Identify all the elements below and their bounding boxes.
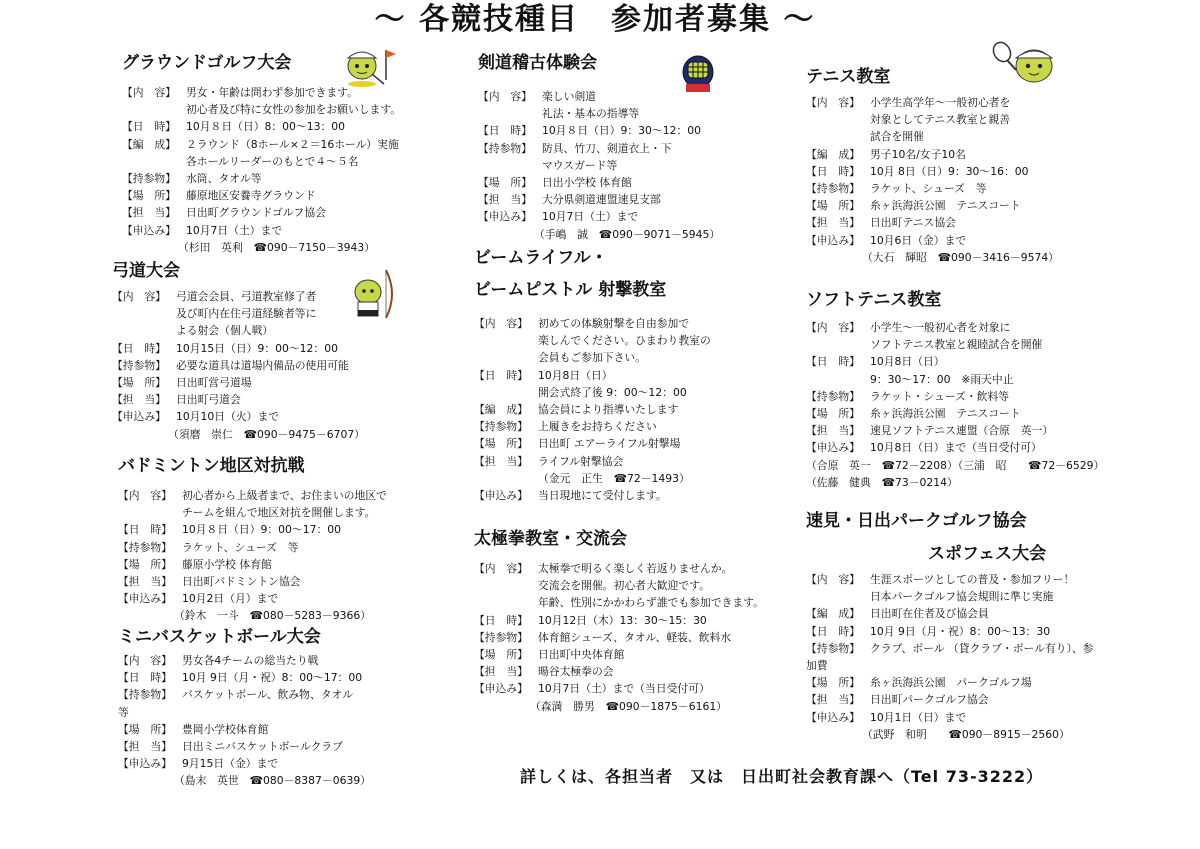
detail-label: 【申込み】 xyxy=(118,592,172,606)
detail-continuation: 交流会を開催。初心者大歓迎です。 xyxy=(538,579,710,593)
detail-list xyxy=(122,84,401,256)
detail-label: 【日 時】 xyxy=(806,355,860,369)
detail-label: 【申込み】 xyxy=(806,441,860,455)
detail-row xyxy=(806,214,1059,231)
detail-row xyxy=(474,418,711,435)
detail-value: 藤原小学校 体育館 xyxy=(182,557,272,571)
detail-row xyxy=(112,391,365,408)
detail-row xyxy=(806,163,1059,180)
detail-list xyxy=(118,487,387,625)
section-title: テニス教室 xyxy=(806,67,891,87)
contact-person: （杉田 英利 ☎090－7150－3943） xyxy=(178,240,375,254)
detail-value: 10月6日（金）まで xyxy=(870,233,967,247)
detail-label: 【担 当】 xyxy=(474,454,528,468)
detail-label: 【担 当】 xyxy=(112,393,166,407)
detail-label: 【申込み】 xyxy=(118,757,172,771)
detail-row xyxy=(118,573,387,590)
contact-person: （武野 和明 ☎090－8915－2560） xyxy=(862,727,1070,741)
section-minibasket xyxy=(118,626,371,790)
section-park-golf xyxy=(806,510,1093,743)
detail-value: 弓道会会員、弓道教室修了者 xyxy=(176,290,317,303)
detail-value: 日出町営弓道場 xyxy=(176,376,252,390)
detail-continuation: 年齢、性別にかかわらず誰でも参加できます。 xyxy=(538,596,764,610)
detail-label: 【場 所】 xyxy=(806,407,860,421)
detail-value: 上履きをお持ちください xyxy=(538,420,657,434)
detail-row xyxy=(806,640,1093,657)
detail-row xyxy=(118,539,387,556)
detail-list xyxy=(806,319,1104,491)
detail-row xyxy=(806,94,1059,111)
detail-label: 【持参物】 xyxy=(474,630,528,644)
detail-value: 9月15日（金）まで xyxy=(182,757,279,771)
detail-label: 【担 当】 xyxy=(806,216,860,230)
detail-row xyxy=(478,191,720,208)
section-title: グラウンドゴルフ大会 xyxy=(122,53,292,73)
detail-label: 【持参物】 xyxy=(122,172,176,186)
section-title: 弓道大会 xyxy=(112,261,180,281)
detail-label: 【申込み】 xyxy=(474,682,528,696)
detail-value: 日出町テニス協会 xyxy=(870,216,956,230)
detail-row xyxy=(118,590,387,607)
detail-row xyxy=(806,197,1059,214)
detail-continuation: 楽しんでください。ひまわり教室の xyxy=(538,334,711,348)
detail-value: 水筒、タオル等 xyxy=(186,172,262,186)
section-title: 剣道稽古体験会 xyxy=(478,53,597,73)
detail-row xyxy=(118,686,371,703)
detail-label: 【日 時】 xyxy=(474,613,528,627)
detail-row xyxy=(474,453,711,470)
detail-row xyxy=(112,408,365,425)
detail-value: 日出町 エアーライフル射撃場 xyxy=(538,437,681,451)
detail-continuation: 対象としてテニス教室と親善 xyxy=(870,113,1010,127)
detail-row xyxy=(806,623,1093,640)
section-beam xyxy=(474,247,711,504)
detail-row xyxy=(122,170,401,187)
detail-value: ライフル射撃協会 xyxy=(538,454,624,468)
detail-value: 日出小学校 体育館 xyxy=(542,176,632,190)
detail-label: 【日 時】 xyxy=(806,164,860,178)
section-title: ミニバスケットボール大会 xyxy=(118,627,321,647)
detail-row xyxy=(122,118,401,135)
detail-row xyxy=(478,174,720,191)
detail-row xyxy=(806,319,1104,336)
detail-value: 大分県剣道連盟速見支部 xyxy=(542,193,661,207)
detail-value: 日出町中央体育館 xyxy=(538,648,625,662)
detail-label: 【内 容】 xyxy=(118,489,172,502)
section-title: バドミントン地区対抗戦 xyxy=(118,456,305,476)
detail-continuation: 各ホールリーダーのもとで４～５名 xyxy=(186,154,359,168)
detail-label: 【場 所】 xyxy=(118,557,172,571)
detail-row xyxy=(122,222,401,239)
detail-value: 必要な道具は道場内備品の使用可能 xyxy=(176,358,349,372)
section-title: ソフトテニス教室 xyxy=(806,290,942,310)
detail-value: 暘谷太極拳の会 xyxy=(538,665,614,679)
detail-value: ラケット・シューズ・飲料等 xyxy=(870,389,1010,403)
section-taichi xyxy=(474,528,764,715)
detail-row xyxy=(112,357,365,374)
detail-row xyxy=(474,680,764,697)
detail-row xyxy=(806,571,1093,588)
detail-wrapped-text: 加費 xyxy=(806,659,828,673)
detail-value: 防具、竹刀、剣道衣上・下 xyxy=(542,141,672,155)
detail-row xyxy=(474,560,764,577)
detail-row xyxy=(474,612,764,629)
detail-label: 【申込み】 xyxy=(474,489,528,503)
detail-label: 【編 成】 xyxy=(806,607,860,621)
section-tennis xyxy=(806,66,1059,266)
detail-value: 初心者から上級者まで、お住まいの地区で xyxy=(182,489,387,502)
detail-label: 【日 時】 xyxy=(112,341,166,355)
golf-mascot-icon xyxy=(340,44,398,92)
detail-row xyxy=(474,487,711,504)
detail-value: 10月８日（日）8：00～13：00 xyxy=(186,120,345,134)
tennis-mascot-icon xyxy=(990,40,1060,92)
detail-row xyxy=(474,646,764,663)
detail-label: 【内 容】 xyxy=(474,317,528,330)
detail-list xyxy=(474,315,711,504)
detail-value: 10月８日（日）9：00～17：00 xyxy=(182,523,341,537)
detail-row xyxy=(118,652,371,669)
detail-wrapped-text: （佐藤 健典 ☎73－0214） xyxy=(806,475,958,489)
detail-continuation: 9：30～17：00 ※雨天中止 xyxy=(870,372,1014,386)
detail-row xyxy=(122,187,401,204)
detail-value: 糸ヶ浜海浜公園 テニスコート xyxy=(870,407,1021,421)
detail-label: 【持参物】 xyxy=(806,641,860,655)
detail-value: 生涯スポーツとしての普及・参加フリー！ xyxy=(870,573,1075,586)
detail-value: 10月2日（月）まで xyxy=(182,592,279,606)
detail-list xyxy=(478,88,720,243)
detail-list xyxy=(806,94,1059,266)
detail-row xyxy=(122,136,401,153)
detail-row xyxy=(806,405,1104,422)
detail-label: 【担 当】 xyxy=(478,193,532,207)
detail-label: 【編 成】 xyxy=(474,403,528,417)
footer-contact: 詳しくは、各担当者 又は 日出町社会教育課へ（Tel 73-3222） xyxy=(520,767,1044,786)
detail-label: 【担 当】 xyxy=(118,740,172,754)
detail-value: 日出町弓道会 xyxy=(176,393,241,407)
detail-row xyxy=(806,605,1093,622)
detail-value: 10月7日（土）まで（当日受付可） xyxy=(538,682,710,696)
detail-label: 【持参物】 xyxy=(806,182,860,196)
detail-row xyxy=(118,556,387,573)
detail-continuation: チームを組んで地区対抗を開催します。 xyxy=(182,506,376,520)
section-title-line1: ビームライフル・ xyxy=(474,248,608,268)
detail-wrapped-text: （合原 英一 ☎72－2208）（三浦 昭 ☎72－6529） xyxy=(806,458,1105,472)
section-badminton xyxy=(118,455,387,625)
archery-mascot-icon xyxy=(346,266,398,326)
detail-continuation: 及び町内在住弓道経験者等に xyxy=(176,307,317,321)
detail-value: 10月12日（木）13：30～15：30 xyxy=(538,613,707,627)
detail-row xyxy=(806,674,1093,691)
detail-row xyxy=(806,709,1093,726)
section-soft-tennis xyxy=(806,289,1104,491)
detail-value: 太極拳で明るく楽しく若返りませんか。 xyxy=(538,562,733,575)
contact-person: （大石 輝昭 ☎090－3416－9574） xyxy=(862,250,1059,264)
detail-continuation: マウスガード等 xyxy=(542,158,618,172)
detail-value: 協会員により指導いたします xyxy=(538,403,679,417)
detail-label: 【日 時】 xyxy=(122,120,176,134)
detail-value: 当日現地にて受付します。 xyxy=(538,489,667,503)
detail-label: 【内 容】 xyxy=(478,90,532,103)
detail-value: バスケットボール、飲み物、タオル xyxy=(182,688,354,702)
detail-value: 豊岡小学校体育館 xyxy=(182,722,269,736)
detail-label: 【申込み】 xyxy=(478,210,532,224)
detail-row xyxy=(112,374,365,391)
detail-label: 【場 所】 xyxy=(806,676,860,690)
detail-row xyxy=(118,738,371,755)
detail-label: 【内 容】 xyxy=(806,573,860,586)
detail-label: 【担 当】 xyxy=(118,575,172,589)
detail-row xyxy=(806,180,1059,197)
detail-label: 【場 所】 xyxy=(474,648,528,662)
detail-label: 【内 容】 xyxy=(474,562,528,575)
detail-row xyxy=(806,439,1104,456)
detail-continuation: ソフトテニス教室と親睦試合を開催 xyxy=(870,338,1043,352)
detail-row xyxy=(806,232,1059,249)
detail-label: 【持参物】 xyxy=(474,420,528,434)
page-title: ～ 各競技種目 参加者募集 ～ xyxy=(374,2,816,37)
detail-value: 10月1日（日）まで xyxy=(870,710,967,724)
detail-row xyxy=(118,521,387,538)
detail-value: ラケット、シューズ 等 xyxy=(182,540,299,554)
detail-value: 日出ミニバスケットボールクラブ xyxy=(182,740,343,754)
detail-value: 10月15日（日）9：00～12：00 xyxy=(176,341,338,355)
detail-label: 【持参物】 xyxy=(478,141,532,155)
detail-label: 【申込み】 xyxy=(122,223,176,237)
detail-row xyxy=(118,487,387,504)
detail-value: 10月8日（日） xyxy=(538,368,613,382)
detail-value: 10月7日（土）まで xyxy=(186,223,283,237)
detail-value: 10月 8日（日）9：30～16：00 xyxy=(870,164,1029,178)
detail-value: 男女・年齢は問わず参加できます。 xyxy=(186,86,358,99)
detail-wrapped-text: 等 xyxy=(118,705,129,719)
detail-row xyxy=(478,208,720,225)
detail-label: 【編 成】 xyxy=(122,137,176,151)
detail-label: 【内 容】 xyxy=(118,654,172,667)
detail-label: 【日 時】 xyxy=(118,523,172,537)
detail-label: 【内 容】 xyxy=(112,290,166,303)
section-kyudo xyxy=(112,260,365,443)
detail-label: 【場 所】 xyxy=(806,199,860,213)
detail-value: 藤原地区安養寺グラウンド xyxy=(186,189,316,203)
section-title-line1: 速見・日出パークゴルフ協会 xyxy=(806,511,1027,531)
section-title-line2: ビームピストル 射撃教室 xyxy=(474,280,667,300)
detail-continuation: 会員もご参加下さい。 xyxy=(538,351,646,365)
detail-row xyxy=(806,146,1059,163)
detail-value: 男女各4チームの総当たり戦 xyxy=(182,654,319,667)
detail-row xyxy=(806,388,1104,405)
detail-value: 日出町在住者及び協会員 xyxy=(870,607,989,621)
detail-row xyxy=(474,367,711,384)
detail-label: 【持参物】 xyxy=(806,389,860,403)
detail-row xyxy=(478,140,720,157)
detail-value: 楽しい剣道 xyxy=(542,90,596,103)
detail-row xyxy=(806,422,1104,439)
detail-label: 【担 当】 xyxy=(122,206,176,220)
detail-list xyxy=(474,560,764,715)
detail-continuation: 試合を開催 xyxy=(870,130,924,144)
detail-label: 【担 当】 xyxy=(474,665,528,679)
detail-value: 速見ソフトテニス連盟（合原 英一） xyxy=(870,424,1054,438)
contact-person: （手嶋 誠 ☎090－9071－5945） xyxy=(534,227,721,241)
detail-value: ２ラウンド（8ホール×２＝16ホール）実施 xyxy=(186,137,399,151)
detail-value: 10月10日（火）まで xyxy=(176,410,280,424)
detail-value: 体育館シューズ、タオル、軽装、飲料水 xyxy=(538,630,732,644)
detail-label: 【日 時】 xyxy=(478,124,532,138)
kendo-mascot-icon xyxy=(676,50,720,98)
detail-label: 【持参物】 xyxy=(118,540,172,554)
detail-row xyxy=(474,663,764,680)
detail-label: 【持参物】 xyxy=(112,358,166,372)
section-title-line2: スポフェス大会 xyxy=(928,544,1047,564)
detail-value: 日出町グラウンドゴルフ協会 xyxy=(186,206,326,220)
detail-label: 【申込み】 xyxy=(112,410,166,424)
detail-value: クラブ、ボール （貸クラブ・ボール有り）、参 xyxy=(870,641,1094,655)
contact-person: （森満 勝男 ☎090－1875－6161） xyxy=(530,699,727,713)
detail-value: 糸ヶ浜海浜公園 パークゴルフ場 xyxy=(870,676,1032,690)
detail-label: 【編 成】 xyxy=(806,147,860,161)
detail-continuation: 礼法・基本の指導等 xyxy=(542,107,640,121)
detail-label: 【場 所】 xyxy=(478,176,532,190)
detail-value: 10月8日（日）まで（当日受付可） xyxy=(870,441,1042,455)
detail-continuation: 開会式終了後 9：00～12：00 xyxy=(538,385,687,399)
detail-row xyxy=(806,353,1104,370)
detail-row xyxy=(112,340,365,357)
detail-value: 小学生高学年～一般初心者を xyxy=(870,96,1011,109)
detail-row xyxy=(478,122,720,139)
detail-label: 【日 時】 xyxy=(806,624,860,638)
detail-value: 10月 9日（月・祝）8：00～13：30 xyxy=(870,624,1051,638)
detail-value: 男子10名/女子10名 xyxy=(870,147,966,161)
detail-label: 【申込み】 xyxy=(806,233,860,247)
detail-row xyxy=(118,721,371,738)
detail-value: 日出町パークゴルフ協会 xyxy=(870,693,989,707)
detail-row xyxy=(112,288,365,305)
detail-label: 【場 所】 xyxy=(122,189,176,203)
detail-list xyxy=(118,652,371,790)
detail-row xyxy=(474,435,711,452)
detail-row xyxy=(474,629,764,646)
section-title: 太極拳教室・交流会 xyxy=(474,529,627,549)
detail-label: 【場 所】 xyxy=(118,722,172,736)
detail-continuation: よる射会（個人戦） xyxy=(176,324,274,338)
detail-row xyxy=(122,204,401,221)
detail-continuation: 日本パークゴルフ協会規則に準じ実施 xyxy=(870,590,1054,604)
detail-label: 【場 所】 xyxy=(112,376,166,390)
detail-label: 【内 容】 xyxy=(806,96,860,109)
detail-list xyxy=(112,288,365,443)
detail-continuation: （金元 正生 ☎72－1493） xyxy=(538,471,690,485)
detail-value: 日出町バドミントン協会 xyxy=(182,575,301,589)
detail-label: 【場 所】 xyxy=(474,437,528,451)
contact-person: （島末 英世 ☎080－8387－0639） xyxy=(174,774,371,788)
detail-row xyxy=(474,401,711,418)
detail-label: 【内 容】 xyxy=(122,86,176,99)
detail-row xyxy=(118,755,371,772)
detail-value: 10月 9日（月・祝）8：00～17：00 xyxy=(182,671,363,685)
detail-value: 小学生～一般初心者を対象に xyxy=(870,321,1011,334)
detail-value: 10月８日（日）9：30～12：00 xyxy=(542,124,701,138)
detail-value: 10月7日（土）まで xyxy=(542,210,639,224)
detail-label: 【担 当】 xyxy=(806,693,860,707)
contact-person: （鈴木 一斗 ☎080－5283－9366） xyxy=(174,609,371,623)
detail-value: ラケット、シューズ 等 xyxy=(870,182,987,196)
contact-person: （須磨 崇仁 ☎090－9475－6707） xyxy=(168,427,365,441)
detail-continuation: 初心者及び特に女性の参加をお願いします。 xyxy=(186,103,402,117)
detail-value: 糸ヶ浜海浜公園 テニスコート xyxy=(870,199,1021,213)
detail-label: 【持参物】 xyxy=(118,688,172,702)
detail-label: 【担 当】 xyxy=(806,424,860,438)
detail-row xyxy=(118,669,371,686)
detail-label: 【内 容】 xyxy=(806,321,860,334)
detail-value: 初めての体験射撃を自由参加で xyxy=(538,317,690,330)
detail-label: 【申込み】 xyxy=(806,710,860,724)
detail-row xyxy=(474,315,711,332)
detail-label: 【日 時】 xyxy=(474,368,528,382)
detail-row xyxy=(806,691,1093,708)
detail-value: 10月8日（日） xyxy=(870,355,945,369)
detail-label: 【日 時】 xyxy=(118,671,172,685)
detail-list xyxy=(806,571,1093,743)
